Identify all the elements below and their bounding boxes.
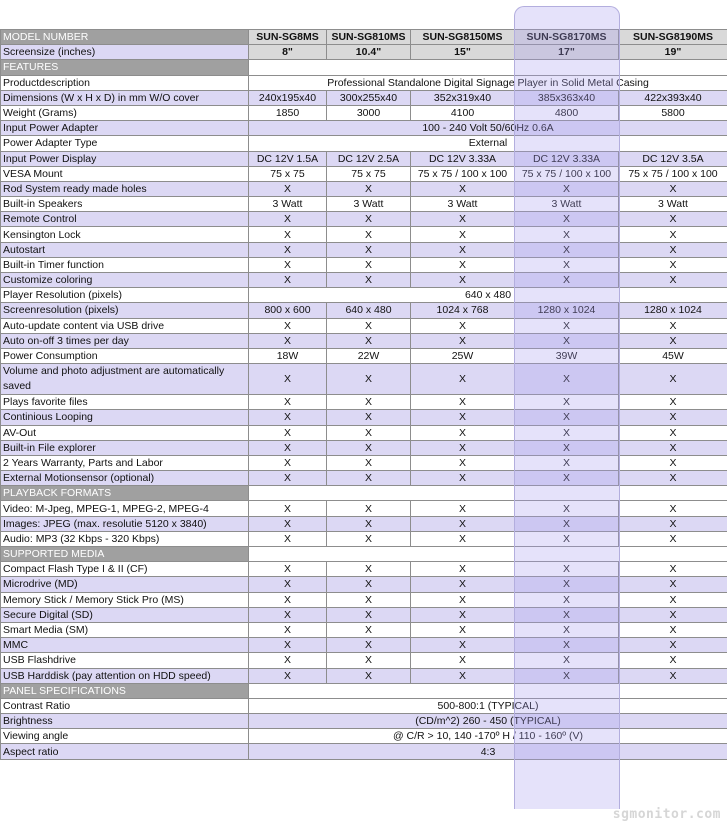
value-cell: 75 x 75 / 100 x 100 [515, 166, 619, 181]
value-cell: X [619, 257, 727, 272]
value-cell: X [249, 227, 327, 242]
row-label: Screenresolution (pixels) [1, 303, 249, 318]
row-label: Auto on-off 3 times per day [1, 333, 249, 348]
spanned-value-cell: 500-800:1 (TYPICAL) [249, 698, 727, 713]
value-cell: X [249, 653, 327, 668]
value-cell: X [327, 607, 411, 622]
value-cell: X [249, 592, 327, 607]
value-cell: X [411, 622, 515, 637]
value-cell: X [249, 242, 327, 257]
screensize-cell: 10.4" [327, 45, 411, 60]
section-header-blank [249, 547, 727, 562]
value-cell: X [411, 364, 515, 395]
value-cell: X [249, 577, 327, 592]
value-cell: X [411, 638, 515, 653]
value-cell: X [515, 622, 619, 637]
value-cell: DC 12V 1.5A [249, 151, 327, 166]
row-label: Volume and photo adjustment are automatically saved [1, 364, 249, 395]
value-cell: X [327, 395, 411, 410]
row-label: 2 Years Warranty, Parts and Labor [1, 455, 249, 470]
row-label: Microdrive (MD) [1, 577, 249, 592]
table-row [1, 653, 727, 668]
value-cell: X [327, 425, 411, 440]
screensize-row [1, 45, 727, 60]
value-cell: X [411, 471, 515, 486]
value-cell: 5800 [619, 105, 727, 120]
value-cell: X [327, 562, 411, 577]
row-label: External Motionsensor (optional) [1, 471, 249, 486]
value-cell: X [515, 181, 619, 196]
value-cell: X [327, 622, 411, 637]
value-cell: X [411, 440, 515, 455]
screensize-cell: 15" [411, 45, 515, 60]
table-row [1, 698, 727, 713]
table-row [1, 348, 727, 363]
value-cell: DC 12V 2.5A [327, 151, 411, 166]
table-row [1, 75, 727, 90]
value-cell: 3 Watt [619, 197, 727, 212]
table-row [1, 136, 727, 151]
value-cell: X [515, 531, 619, 546]
value-cell: X [411, 425, 515, 440]
section-header-blank [249, 683, 727, 698]
row-label: Images: JPEG (max. resolutie 5120 x 3840) [1, 516, 249, 531]
value-cell: X [249, 531, 327, 546]
value-cell: X [327, 333, 411, 348]
value-cell: X [619, 653, 727, 668]
value-cell: X [327, 273, 411, 288]
row-label: Plays favorite files [1, 395, 249, 410]
value-cell: X [249, 668, 327, 683]
section-header: PLAYBACK FORMATS [1, 486, 249, 501]
value-cell: 4100 [411, 105, 515, 120]
value-cell: X [515, 242, 619, 257]
value-cell: X [619, 425, 727, 440]
table-row [1, 333, 727, 348]
spanned-value-cell: 640 x 480 [249, 288, 727, 303]
row-label: MMC [1, 638, 249, 653]
value-cell: X [515, 364, 619, 395]
row-label: Built-in File explorer [1, 440, 249, 455]
value-cell: X [327, 318, 411, 333]
screensize-cell: 19" [619, 45, 727, 60]
value-cell: X [327, 364, 411, 395]
value-cell: 300x255x40 [327, 90, 411, 105]
table-row [1, 577, 727, 592]
value-cell: X [249, 516, 327, 531]
table-row [1, 425, 727, 440]
value-cell: 3 Watt [327, 197, 411, 212]
value-cell: X [249, 562, 327, 577]
value-cell: X [515, 638, 619, 653]
table-row [1, 181, 727, 196]
value-cell: X [249, 471, 327, 486]
table-row [1, 607, 727, 622]
value-cell: X [515, 257, 619, 272]
value-cell: X [515, 410, 619, 425]
value-cell: X [327, 410, 411, 425]
table-row [1, 531, 727, 546]
table-row [1, 288, 727, 303]
value-cell: X [249, 273, 327, 288]
row-label: Brightness [1, 714, 249, 729]
value-cell: X [411, 257, 515, 272]
value-cell: 240x195x40 [249, 90, 327, 105]
value-cell: X [327, 227, 411, 242]
value-cell: X [327, 531, 411, 546]
table-row [1, 562, 727, 577]
value-cell: X [411, 607, 515, 622]
value-cell: X [515, 501, 619, 516]
table-row [1, 668, 727, 683]
table-row [1, 105, 727, 120]
value-cell: 25W [411, 348, 515, 363]
row-label: Contrast Ratio [1, 698, 249, 713]
row-label: Player Resolution (pixels) [1, 288, 249, 303]
table-row [1, 197, 727, 212]
value-cell: 75 x 75 [327, 166, 411, 181]
row-label: Viewing angle [1, 729, 249, 744]
row-label: Kensington Lock [1, 227, 249, 242]
value-cell: X [515, 668, 619, 683]
table-row [1, 638, 727, 653]
model-number-label: MODEL NUMBER [1, 30, 249, 45]
row-label: AV-Out [1, 425, 249, 440]
row-label: Power Adapter Type [1, 136, 249, 151]
row-label: Remote Control [1, 212, 249, 227]
section-header-row [1, 683, 727, 698]
value-cell: 75 x 75 / 100 x 100 [619, 166, 727, 181]
table-row [1, 592, 727, 607]
value-cell: X [619, 531, 727, 546]
value-cell: X [619, 577, 727, 592]
section-header: SUPPORTED MEDIA [1, 547, 249, 562]
value-cell: X [515, 212, 619, 227]
value-cell: DC 12V 3.33A [515, 151, 619, 166]
value-cell: X [619, 364, 727, 395]
spanned-value-cell: External [249, 136, 727, 151]
value-cell: X [411, 410, 515, 425]
value-cell: X [515, 516, 619, 531]
value-cell: X [619, 273, 727, 288]
value-cell: X [249, 501, 327, 516]
table-row [1, 90, 727, 105]
value-cell: X [515, 425, 619, 440]
spanned-value-cell: 100 - 240 Volt 50/60Hz 0.6A [249, 121, 727, 136]
model-number-row [1, 30, 727, 45]
value-cell: 18W [249, 348, 327, 363]
value-cell: X [619, 455, 727, 470]
value-cell: X [515, 607, 619, 622]
table-row [1, 395, 727, 410]
value-cell: X [327, 455, 411, 470]
screensize-cell: 17" [515, 45, 619, 60]
row-label: Productdescription [1, 75, 249, 90]
row-label: Aspect ratio [1, 744, 249, 759]
specification-table [0, 29, 727, 760]
value-cell: X [249, 395, 327, 410]
value-cell: X [327, 242, 411, 257]
value-cell: 800 x 600 [249, 303, 327, 318]
value-cell: 22W [327, 348, 411, 363]
value-cell: 3 Watt [411, 197, 515, 212]
value-cell: 1850 [249, 105, 327, 120]
value-cell: X [411, 395, 515, 410]
value-cell: X [411, 333, 515, 348]
value-cell: X [327, 638, 411, 653]
value-cell: X [249, 364, 327, 395]
value-cell: 39W [515, 348, 619, 363]
value-cell: X [411, 318, 515, 333]
value-cell: X [249, 318, 327, 333]
value-cell: X [411, 227, 515, 242]
value-cell: X [515, 273, 619, 288]
value-cell: X [619, 410, 727, 425]
value-cell: X [327, 471, 411, 486]
section-header-blank [249, 60, 727, 75]
value-cell: X [515, 455, 619, 470]
row-label: Compact Flash Type I & II (CF) [1, 562, 249, 577]
model-name-cell: SUN-SG8MS [249, 30, 327, 45]
value-cell: X [327, 440, 411, 455]
section-header-blank [249, 486, 727, 501]
spanned-value-cell: Professional Standalone Digital Signage Player in Solid Metal Casing [249, 75, 727, 90]
model-name-cell: SUN-SG810MS [327, 30, 411, 45]
value-cell: X [327, 653, 411, 668]
value-cell: X [249, 410, 327, 425]
value-cell: X [327, 592, 411, 607]
value-cell: X [619, 638, 727, 653]
row-label: Built-in Speakers [1, 197, 249, 212]
table-row [1, 242, 727, 257]
value-cell: 1280 x 1024 [619, 303, 727, 318]
value-cell: X [515, 318, 619, 333]
value-cell: X [619, 501, 727, 516]
row-label: Video: M-Jpeg, MPEG-1, MPEG-2, MPEG-4 [1, 501, 249, 516]
value-cell: X [249, 257, 327, 272]
value-cell: X [619, 242, 727, 257]
value-cell: X [411, 577, 515, 592]
section-header-row [1, 486, 727, 501]
section-header: FEATURES [1, 60, 249, 75]
value-cell: X [411, 501, 515, 516]
row-label: Power Consumption [1, 348, 249, 363]
row-label: Autostart [1, 242, 249, 257]
value-cell: 640 x 480 [327, 303, 411, 318]
value-cell: X [249, 622, 327, 637]
value-cell: X [515, 592, 619, 607]
value-cell: X [411, 242, 515, 257]
table-row [1, 729, 727, 744]
value-cell: X [249, 212, 327, 227]
value-cell: X [619, 607, 727, 622]
model-name-cell: SUN-SG8170MS [515, 30, 619, 45]
model-name-cell: SUN-SG8150MS [411, 30, 515, 45]
value-cell: X [327, 257, 411, 272]
value-cell: DC 12V 3.33A [411, 151, 515, 166]
table-row [1, 440, 727, 455]
value-cell: X [327, 577, 411, 592]
value-cell: DC 12V 3.5A [619, 151, 727, 166]
value-cell: X [515, 653, 619, 668]
value-cell: X [249, 333, 327, 348]
table-row [1, 166, 727, 181]
value-cell: X [619, 668, 727, 683]
value-cell: X [619, 440, 727, 455]
value-cell: X [411, 668, 515, 683]
value-cell: X [411, 212, 515, 227]
row-label: Dimensions (W x H x D) in mm W/O cover [1, 90, 249, 105]
row-label: Input Power Adapter [1, 121, 249, 136]
value-cell: X [249, 425, 327, 440]
row-label: Rod System ready made holes [1, 181, 249, 196]
value-cell: X [515, 227, 619, 242]
value-cell: X [411, 653, 515, 668]
value-cell: X [411, 531, 515, 546]
value-cell: 1024 x 768 [411, 303, 515, 318]
table-row [1, 714, 727, 729]
row-label: Smart Media (SM) [1, 622, 249, 637]
value-cell: 3000 [327, 105, 411, 120]
table-row [1, 318, 727, 333]
value-cell: 385x363x40 [515, 90, 619, 105]
value-cell: X [619, 212, 727, 227]
value-cell: X [249, 181, 327, 196]
row-label: Input Power Display [1, 151, 249, 166]
table-row [1, 744, 727, 759]
value-cell: X [411, 516, 515, 531]
value-cell: X [619, 471, 727, 486]
table-row [1, 501, 727, 516]
table-row [1, 303, 727, 318]
table-row [1, 257, 727, 272]
value-cell: X [411, 592, 515, 607]
row-label: USB Harddisk (pay attention on HDD speed) [1, 668, 249, 683]
value-cell: 75 x 75 / 100 x 100 [411, 166, 515, 181]
value-cell: X [249, 607, 327, 622]
value-cell: 45W [619, 348, 727, 363]
section-header: PANEL SPECIFICATIONS [1, 683, 249, 698]
value-cell: X [515, 395, 619, 410]
row-label: Memory Stick / Memory Stick Pro (MS) [1, 592, 249, 607]
spanned-value-cell: 4:3 [249, 744, 727, 759]
value-cell: 3 Watt [249, 197, 327, 212]
value-cell: 4800 [515, 105, 619, 120]
table-row [1, 121, 727, 136]
value-cell: X [249, 440, 327, 455]
table-row [1, 516, 727, 531]
value-cell: X [515, 562, 619, 577]
value-cell: 352x319x40 [411, 90, 515, 105]
value-cell: X [515, 471, 619, 486]
spanned-value-cell: (CD/m^2) 260 - 450 (TYPICAL) [249, 714, 727, 729]
table-row [1, 410, 727, 425]
value-cell: X [619, 622, 727, 637]
value-cell: X [249, 455, 327, 470]
section-header-row [1, 60, 727, 75]
value-cell: X [249, 638, 327, 653]
value-cell: X [515, 577, 619, 592]
table-row [1, 455, 727, 470]
value-cell: X [327, 501, 411, 516]
row-label: Screensize (inches) [1, 45, 249, 60]
table-row [1, 151, 727, 166]
value-cell: 3 Watt [515, 197, 619, 212]
section-header-row [1, 547, 727, 562]
table-row [1, 212, 727, 227]
row-label: Built-in Timer function [1, 257, 249, 272]
value-cell: X [515, 333, 619, 348]
row-label: Customize coloring [1, 273, 249, 288]
value-cell: X [411, 181, 515, 196]
value-cell: X [619, 227, 727, 242]
row-label: Audio: MP3 (32 Kbps - 320 Kbps) [1, 531, 249, 546]
row-label: Weight (Grams) [1, 105, 249, 120]
value-cell: 422x393x40 [619, 90, 727, 105]
row-label: VESA Mount [1, 166, 249, 181]
value-cell: X [619, 592, 727, 607]
spanned-value-cell: @ C/R > 10, 140 -170º H / 110 - 160º (V) [249, 729, 727, 744]
model-name-cell: SUN-SG8190MS [619, 30, 727, 45]
value-cell: X [619, 333, 727, 348]
value-cell: X [327, 668, 411, 683]
table-row [1, 471, 727, 486]
row-label: USB Flashdrive [1, 653, 249, 668]
table-row [1, 273, 727, 288]
value-cell: X [619, 395, 727, 410]
value-cell: X [515, 440, 619, 455]
table-row [1, 364, 727, 395]
row-label: Continious Looping [1, 410, 249, 425]
screensize-cell: 8" [249, 45, 327, 60]
value-cell: X [327, 516, 411, 531]
value-cell: 75 x 75 [249, 166, 327, 181]
watermark: sgmonitor.com [612, 807, 721, 822]
value-cell: X [327, 212, 411, 227]
value-cell: X [619, 562, 727, 577]
table-row [1, 227, 727, 242]
value-cell: X [619, 516, 727, 531]
value-cell: X [411, 455, 515, 470]
table-row [1, 622, 727, 637]
value-cell: X [619, 318, 727, 333]
row-label: Auto-update content via USB drive [1, 318, 249, 333]
value-cell: X [327, 181, 411, 196]
value-cell: 1280 x 1024 [515, 303, 619, 318]
value-cell: X [411, 562, 515, 577]
row-label: Secure Digital (SD) [1, 607, 249, 622]
value-cell: X [411, 273, 515, 288]
value-cell: X [619, 181, 727, 196]
